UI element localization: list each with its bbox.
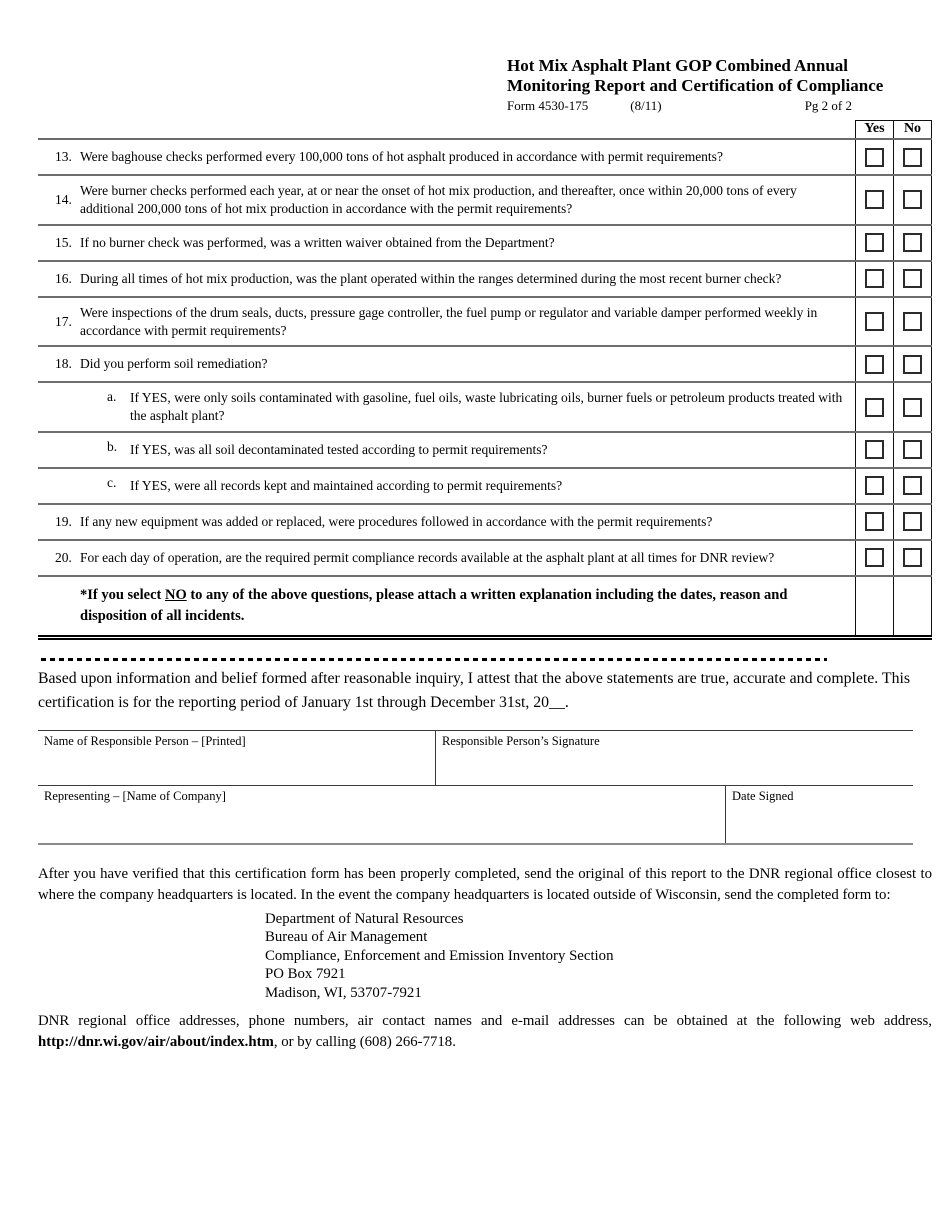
question-text: For each day of operation, are the required permit compliance records available at the asphalt plant at all times for DNR review? — [80, 550, 775, 566]
form-meta — [507, 98, 932, 114]
form-number: Form 4530-175 — [507, 98, 589, 114]
no-column-header: No — [893, 120, 932, 138]
question-row-16 — [38, 260, 932, 296]
representing-company-field[interactable] — [38, 786, 725, 843]
checkbox-yes-q18b[interactable] — [865, 440, 884, 459]
address-line-3: Compliance, Enforcement and Emission Inventory Section — [265, 947, 614, 964]
address-line-2: Bureau of Air Management — [265, 929, 428, 946]
note-prefix: *If you select — [80, 586, 165, 603]
checkbox-yes-q19[interactable] — [865, 512, 884, 531]
form-header — [507, 56, 932, 114]
question-letter: c. — [107, 474, 117, 490]
question-text: If YES, were only soils contaminated with gasoline, fuel oils, waste lubricating oils, burner fuels or petroleum products treated with the asphalt plant? — [130, 390, 843, 424]
mailing-instructions: After you have verified that this certification form has been properly completed, send the original of this report to the DNR regional office closest to where the company headquarters is located. In the event the company headquarters is located outside of Wisconsin, send the completed form to: — [38, 865, 932, 903]
question-row-17 — [38, 296, 932, 346]
table-header-row — [38, 120, 932, 140]
checkbox-yes-q15[interactable] — [865, 233, 884, 252]
responsible-person-signature-field[interactable] — [435, 731, 913, 785]
responsible-person-name-field[interactable] — [38, 731, 435, 785]
question-row-18a — [38, 381, 932, 431]
question-number: 18. — [55, 356, 72, 372]
question-number: 15. — [55, 234, 72, 250]
checkbox-no-q14[interactable] — [903, 190, 922, 209]
question-text: Did you perform soil remediation? — [80, 356, 268, 372]
checkbox-no-q18a[interactable] — [903, 398, 922, 417]
dnr-web-address: http://dnr.wi.gov/air/about/index.htm — [38, 1033, 274, 1050]
signature-table — [38, 730, 913, 845]
date-signed-field[interactable] — [725, 786, 913, 843]
question-table — [38, 120, 932, 640]
checkbox-no-q16[interactable] — [903, 269, 922, 288]
dashed-separator — [41, 658, 827, 661]
checkbox-no-q19[interactable] — [903, 512, 922, 531]
checkbox-no-q20[interactable] — [903, 548, 922, 567]
question-number: 20. — [55, 549, 72, 565]
question-row-18b — [38, 431, 932, 467]
question-row-15 — [38, 224, 932, 260]
address-line-5: Madison, WI, 53707-7921 — [265, 984, 422, 1001]
date-signed-label: Date Signed — [732, 788, 794, 803]
note-suffix: to any of the above questions, please attach a written explanation including the dates, reason and disposition of all incidents. — [80, 586, 788, 624]
checkbox-no-q18c[interactable] — [903, 476, 922, 495]
question-text: Were burner checks performed each year, at or near the onset of hot mix production, and thereafter, once within 20,000 tons of every additional 200,000 tons of hot mix production in accordance with the permit requirements? — [80, 183, 797, 216]
question-row-18c — [38, 467, 932, 503]
page-indicator: Pg 2 of 2 — [804, 98, 852, 114]
checkbox-yes-q13[interactable] — [865, 148, 884, 167]
question-text: If YES, were all records kept and maintained according to permit requirements? — [130, 478, 563, 494]
yes-column-header: Yes — [855, 120, 893, 138]
header-spacer — [38, 120, 855, 138]
question-letter: a. — [107, 389, 117, 405]
checkbox-yes-q17[interactable] — [865, 312, 884, 331]
checkbox-no-q18[interactable] — [903, 355, 922, 374]
question-row-13 — [38, 140, 932, 174]
signature-row-1 — [38, 730, 913, 785]
note-underlined-word: NO — [164, 586, 187, 603]
form-title-line1: Hot Mix Asphalt Plant GOP Combined Annual — [507, 56, 849, 75]
responsible-person-name-label: Name of Responsible Person – [Printed] — [44, 733, 246, 748]
question-text: During all times of hot mix production, was the plant operated within the ranges determined during the most recent burner check? — [80, 270, 782, 286]
address-line-1: Department of Natural Resources — [265, 910, 464, 927]
question-number: 14. — [55, 191, 72, 207]
note-empty-no-cell — [893, 577, 932, 635]
question-text: If YES, was all soil decontaminated tested according to permit requirements? — [130, 442, 548, 458]
question-row-19 — [38, 503, 932, 539]
checkbox-yes-q18c[interactable] — [865, 476, 884, 495]
question-number: 16. — [55, 270, 72, 286]
signature-row-2 — [38, 785, 913, 845]
question-number: 17. — [55, 313, 72, 329]
responsible-person-signature-label: Responsible Person’s Signature — [442, 733, 600, 748]
checkbox-no-q15[interactable] — [903, 233, 922, 252]
question-row-20 — [38, 539, 932, 575]
address-line-4: PO Box 7921 — [265, 966, 346, 983]
question-text: Were baghouse checks performed every 100,000 tons of hot asphalt produced in accordance with permit requirements? — [80, 149, 723, 165]
checkbox-yes-q18a[interactable] — [865, 398, 884, 417]
question-text: Were inspections of the drum seals, ducts, pressure gage controller, the fuel pump or regulator and variable damper performed weekly in accordance with permit requirements? — [80, 304, 818, 338]
representing-company-label: Representing – [Name of Company] — [44, 788, 226, 803]
checkbox-yes-q14[interactable] — [865, 190, 884, 209]
mailing-address — [265, 910, 914, 1002]
question-row-14 — [38, 174, 932, 224]
question-text: If any new equipment was added or replaced, were procedures followed in accordance with the permit requirements? — [80, 514, 713, 530]
note-row — [38, 575, 932, 635]
no-answer-note — [38, 577, 855, 635]
question-text: If no burner check was performed, was a written waiver obtained from the Department? — [80, 234, 555, 250]
question-letter: b. — [107, 438, 118, 454]
question-number: 13. — [55, 149, 72, 165]
form-revision: (8/11) — [630, 98, 662, 114]
contact-info — [38, 1011, 932, 1052]
contact-text-prefix: DNR regional office addresses, phone numbers, air contact names and e-mail addresses can be obtained at the following web address, — [38, 1013, 932, 1030]
checkbox-yes-q20[interactable] — [865, 548, 884, 567]
note-empty-yes-cell — [855, 577, 893, 635]
checkbox-yes-q16[interactable] — [865, 269, 884, 288]
form-title-line2: Monitoring Report and Certification of Compliance — [507, 76, 884, 96]
question-row-18 — [38, 345, 932, 381]
question-number: 19. — [55, 513, 72, 529]
certification-statement: Based upon information and belief formed after reasonable inquiry, I attest that the above statements are true, accurate and complete. This certification is for the reporting period of January 1st through December 31st, 20__. — [38, 670, 911, 712]
checkbox-no-q13[interactable] — [903, 148, 922, 167]
checkbox-no-q17[interactable] — [903, 312, 922, 331]
checkbox-no-q18b[interactable] — [903, 440, 922, 459]
contact-text-suffix: , or by calling (608) 266-7718. — [273, 1033, 456, 1050]
checkbox-yes-q18[interactable] — [865, 355, 884, 374]
